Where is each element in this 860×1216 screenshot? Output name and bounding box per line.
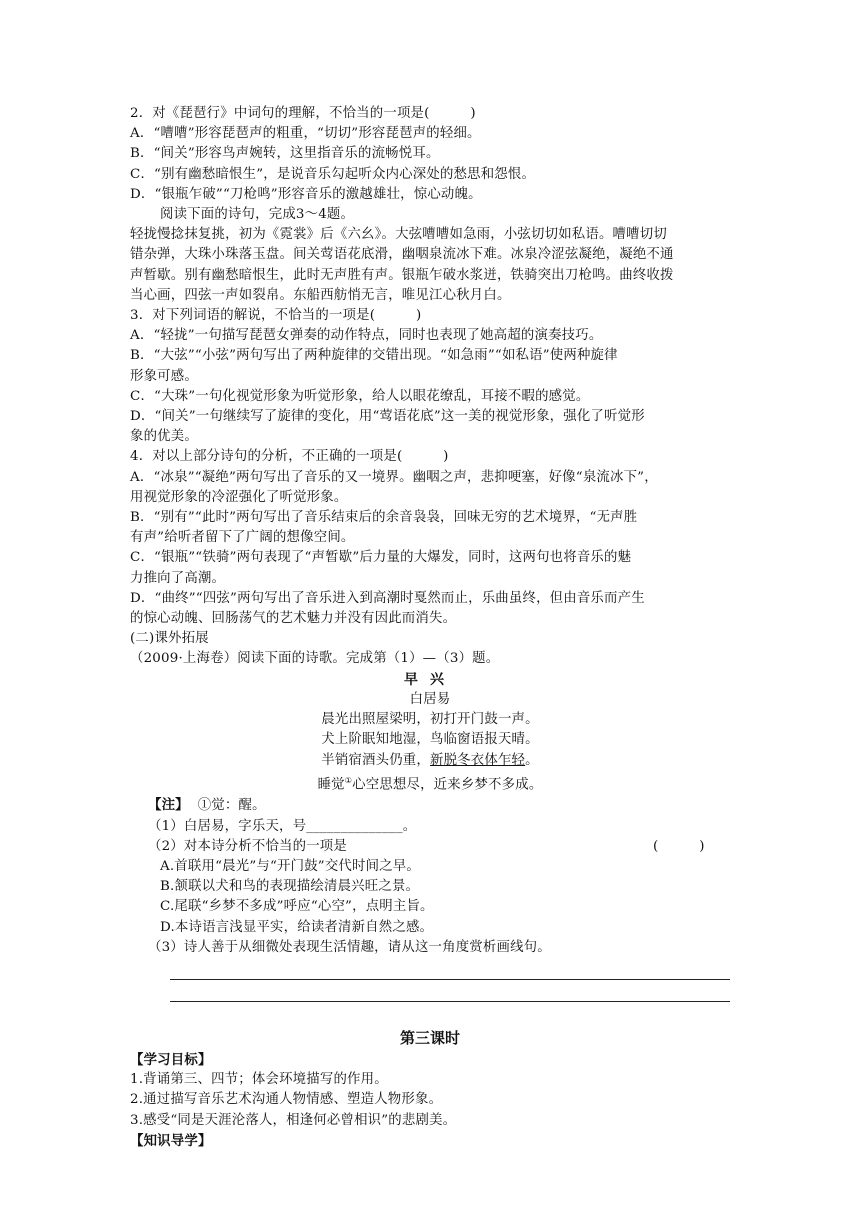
q4-option-a: A．“冰泉”“凝绝”两句写出了音乐的又一境界。幽咽之声，悲抑哽塞，好像“泉流冰下”， (130, 469, 658, 485)
goals-heading: 【学习目标】 (130, 1052, 212, 1068)
sub-question-1: （1）白居易，字乐天，号______________。 (148, 818, 417, 834)
q3-option-b: B．“大弦”“小弦”两句写出了两种旋律的交错出现。“如急雨”“如私语”使两种旋律 (130, 348, 618, 364)
goal-item: 2.通过描写音乐艺术沟通人物情感、塑造人物形象。 (130, 1092, 443, 1108)
q4-option-a-cont: 用视觉形象的冷涩强化了听觉形象。 (130, 489, 348, 505)
poem-line (130, 751, 730, 771)
sub-question-2-text: （2）对本诗分析不恰当的一项是 (148, 838, 347, 854)
q4-option-d: D．“曲终”“四弦”两句写出了音乐进入到高潮时戛然而止，乐曲虽终，但由音乐而产生 (130, 590, 645, 606)
q3-option-d: D．“间关”一句继续写了旋律的变化，用“莺语花底”这一美的视觉形象，强化了听觉形 (130, 409, 645, 425)
passage-line: 当心画，四弦一声如裂帛。东船西舫悄无言，唯见江心秋月白。 (130, 287, 511, 303)
extension-intro: （2009·上海卷）阅读下面的诗歌。完成第（1）—（3）题。 (130, 651, 500, 667)
question-2-stem: 2．对《琵琶行》中词句的理解，不恰当的一项是( ) (130, 106, 476, 121)
q2-option-d: D．“银瓶乍破”“刀枪鸣”形容音乐的激越雄壮，惊心动魄。 (130, 186, 482, 202)
q4-option-b-cont: 有声”给听者留下了广阔的想像空间。 (130, 530, 355, 546)
sub-q2-option-d: D.本诗语言浅显平实，给读者清新自然之感。 (160, 919, 434, 935)
q3-option-d-cont: 象的优美。 (130, 429, 198, 445)
extension-heading: (二)课外拓展 (130, 631, 209, 647)
sub-q2-option-a: A.首联用“晨光”与“开门鼓”交代时间之早。 (160, 858, 420, 874)
lesson-title: 第三课时 (399, 1029, 460, 1047)
answer-paren: ( ) (653, 838, 705, 854)
goal-item: 3.感受“同是天涯沦落人，相逢何必曾相识”的悲剧美。 (130, 1112, 457, 1128)
q2-option-c: C．“别有幽愁暗恨生”，是说音乐勾起听众内心深处的愁思和怨恨。 (130, 166, 536, 182)
sub-q2-option-c: C.尾联“乡梦不多成”呼应“心空”，点明主旨。 (160, 899, 434, 915)
note-label: 【注】 (148, 797, 189, 814)
poem-line (130, 771, 730, 796)
q4-option-c: C．“银瓶”“铁骑”两句表现了“声暂歇”后力量的大爆发，同时，这两句也将音乐的魅 (130, 550, 632, 566)
reading-instruction: 阅读下面的诗句，完成3～4题。 (160, 207, 355, 223)
question-4-stem: 4．对以上部分诗句的分析，不正确的一项是( ) (130, 449, 449, 465)
sub-question-3: （3）诗人善于从细微处表现生活情趣，请从这一角度赏析画线句。 (148, 939, 551, 955)
q3-option-b-cont: 形象可感。 (130, 368, 198, 384)
poem-line: 晨光出照屋梁明，初打开门鼓一声。 (321, 712, 539, 728)
q4-option-c-cont: 力推向了高潮。 (130, 570, 226, 586)
q2-option-b: B．“间关”形容鸟声婉转，这里指音乐的流畅悦耳。 (130, 146, 440, 162)
underlined-line: 新脱冬衣体乍轻 (430, 752, 526, 768)
q2-option-a: A．“嘈嘈”形容琵琶声的粗重，“切切”形容琵琶声的轻细。 (130, 126, 481, 142)
passage-line: 声暂歇。别有幽愁暗恨生，此时无声胜有声。银瓶乍破水浆迸，铁骑突出刀枪鸣。曲终收拨 (130, 267, 674, 283)
goal-item: 1.背诵第三、四节；体会环境描写的作用。 (130, 1072, 388, 1088)
poem-line-text: 心空思想尽，近来乡梦不多成。 (352, 777, 543, 793)
document-page (130, 104, 730, 1151)
footnote-mark: ① (344, 775, 353, 785)
answer-line[interactable] (170, 958, 730, 980)
poem-line-text: 半销宿酒头仍重， (321, 752, 430, 768)
knowledge-heading: 【知识导学】 (130, 1132, 212, 1149)
note-text: ①觉：醒。 (197, 798, 266, 814)
q4-option-b: B．“别有”“此时”两句写出了音乐结束后的余音袅袅，回味无穷的艺术境界，“无声胜 (130, 510, 638, 526)
poem-line: 犬上阶眠知地湿，鸟临窗语报天晴。 (321, 732, 539, 748)
sub-question-2 (130, 837, 730, 857)
poem-line-end: 。 (525, 752, 539, 768)
poem-title: 早兴 (404, 671, 456, 688)
poem-author: 白居易 (409, 691, 451, 707)
answer-line[interactable] (170, 980, 730, 1002)
q3-option-a: A．“轻拢”一句描写琵琶女弹奏的动作特点，同时也表现了她高超的演奏技巧。 (130, 328, 603, 344)
sub-q2-option-b: B.颔联以犬和鸟的表现描绘清晨兴旺之景。 (160, 879, 420, 895)
poem-line-text: 睡觉 (317, 777, 345, 793)
passage-line: 错杂弹，大珠小珠落玉盘。间关莺语花底滑，幽咽泉流冰下难。冰泉冷涩弦凝绝，凝绝不通 (130, 247, 674, 263)
q3-option-c: C．“大珠”一句化视觉形象为听觉形象，给人以眼花缭乱，耳接不暇的感觉。 (130, 388, 590, 404)
question-3-stem: 3．对下列词语的解说，不恰当的一项是( ) (130, 308, 422, 324)
poem-note (130, 795, 730, 816)
q4-option-d-cont: 的惊心动魄、回肠荡气的艺术魅力并没有因此而消失。 (130, 611, 457, 627)
passage-line: 轻拢慢捻抹复挑，初为《霓裳》后《六幺》。大弦嘈嘈如急雨，小弦切切如私语。嘈嘈切切 (130, 227, 667, 243)
